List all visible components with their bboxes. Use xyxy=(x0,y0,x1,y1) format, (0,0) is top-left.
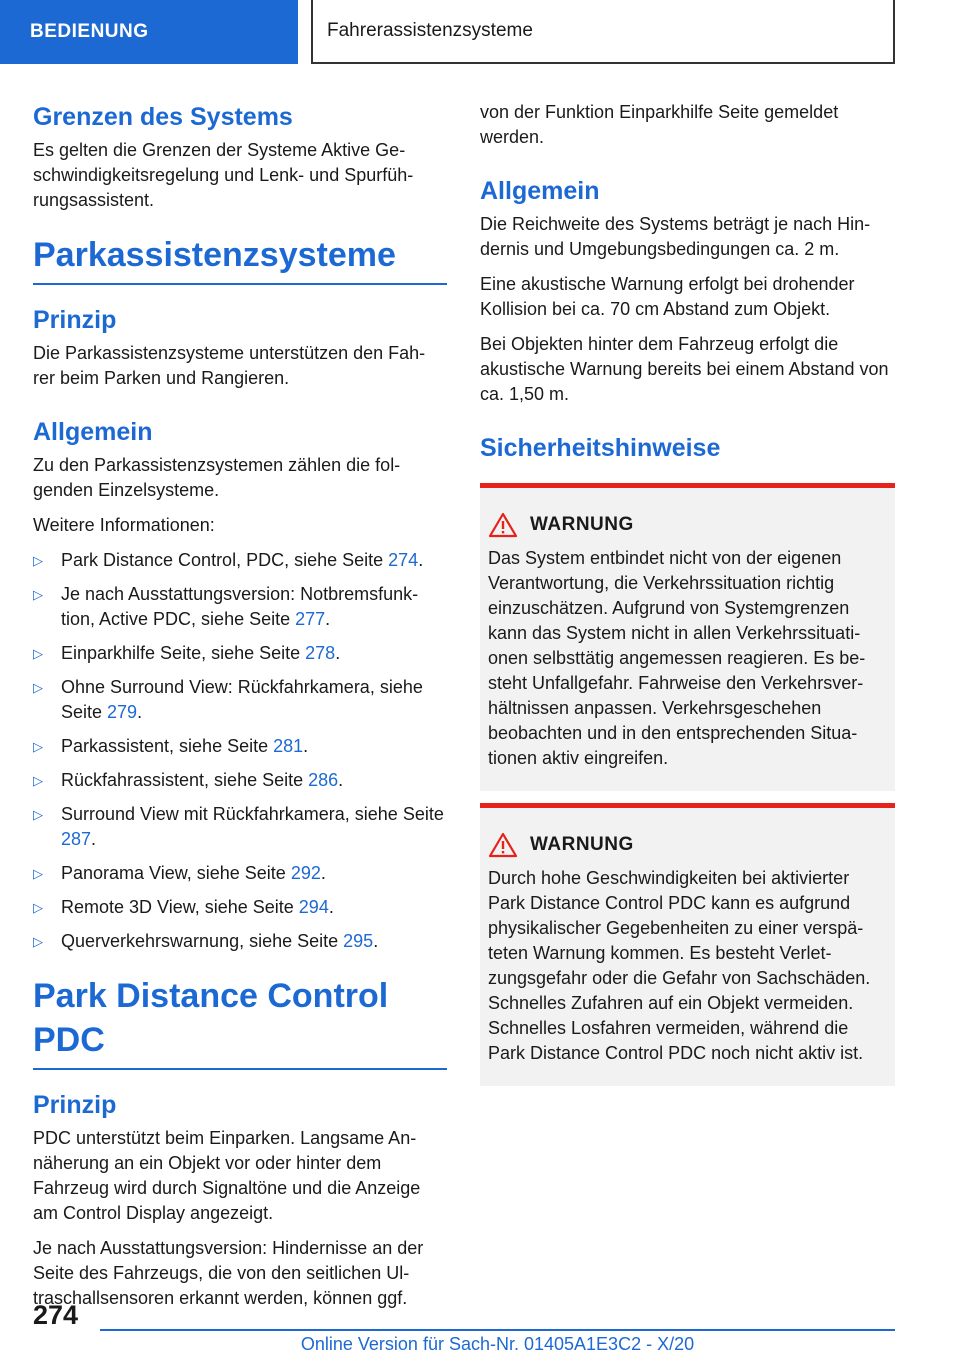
prinzip-heading: Prinzip xyxy=(33,306,117,334)
sicherheitshinweise-heading: Sicherheitshinweise xyxy=(480,434,721,462)
akustische-warnung-text: Eine akustische Warnung erfolgt bei drohender Kollision bei ca. 70 cm Abstand zum Objekt. xyxy=(480,274,855,319)
pdc-prinzip-heading: Prinzip xyxy=(33,1091,117,1119)
header-section-label: BEDIENUNG xyxy=(30,21,149,42)
triangle-bullet-icon: ▷ xyxy=(33,773,43,788)
info-list xyxy=(33,548,447,954)
triangle-bullet-icon: ▷ xyxy=(33,934,43,949)
list-item: ▷ Park Distance Control, PDC, siehe Seite 274. xyxy=(33,548,447,573)
list-item: ▷ Remote 3D View, siehe Seite 294. xyxy=(33,895,447,920)
right-column xyxy=(480,100,895,1098)
weitere-info-label: Weitere Informationen: xyxy=(33,515,215,535)
page-link[interactable]: 295 xyxy=(343,931,374,951)
pdc-prinzip-text-2: Je nach Ausstattungsversion: Hindernisse an der Seite des Fahrzeugs, die von den seitlichen Ul-traschallsensoren erkannt werden, können ggf. xyxy=(33,1238,424,1308)
objekte-hinten-text: Bei Objekten hinter dem Fahrzeug erfolgt die akustische Warnung bereits bei einem Abstand von ca. 1,50 m. xyxy=(480,334,889,404)
warning-text: Das System entbindet nicht von der eigenen Verantwortung, die Verkehrssituation richtig einzuschätzen. Aufgrund von Systemgrenzen kann das System nicht in allen Verkehrssituati-onen selbsttätig angemessen reagieren. Es be-steht Unfallgefahr. Fahrweise den Verkehrsver-hältnissen anpassen. Verkehrsgeschehen beobachten und in den entsprechenden Situa-tionen aktiv eingreifen. xyxy=(488,548,866,768)
warning-box xyxy=(480,803,895,1086)
parkassistenz-heading: Parkassistenzsysteme xyxy=(33,233,447,285)
allgemein-text: Zu den Parkassistenzsystemen zählen die fol-genden Einzelsysteme. xyxy=(33,455,401,500)
page-number: 274 xyxy=(33,1300,79,1330)
pdc-prinzip-text-1: PDC unterstützt beim Einparken. Langsame An-näherung an ein Objekt vor oder hinter dem Fahrzeug wird durch Signaltöne und die Anzeige am Control Display angezeigt. xyxy=(33,1128,421,1223)
pdc-heading: Park Distance Control PDC xyxy=(33,974,447,1070)
triangle-bullet-icon: ▷ xyxy=(33,587,43,602)
page-link[interactable]: 294 xyxy=(298,897,329,917)
header-section-tab xyxy=(0,0,298,64)
grenzen-heading: Grenzen des Systems xyxy=(33,103,293,131)
triangle-bullet-icon: ▷ xyxy=(33,553,43,568)
allgemein-heading: Allgemein xyxy=(480,177,600,205)
warning-text: Durch hohe Geschwindigkeiten bei aktivierter Park Distance Control PDC kann es aufgrund physikalischer Gegebenheiten zu einer verspä-teten Warnung kommen. Es besteht Verlet-zungsgefahr oder die Gefahr von Sachschäden. Schnelles Zufahren auf ein Objekt vermeiden. Schnelles Losfahren vermeiden, während die Park Distance Control PDC noch nicht aktiv ist. xyxy=(488,868,871,1063)
list-item: ▷ Querverkehrswarnung, siehe Seite 295. xyxy=(33,929,447,954)
warning-title: WARNUNG xyxy=(530,834,634,855)
list-item: ▷ Surround View mit Rückfahrkamera, siehe Seite 287. xyxy=(33,804,444,849)
grenzen-text: Es gelten die Grenzen der Systeme Aktive Ge-schwindigkeitsregelung und Lenk- und Spurfüh-rungsassistent. xyxy=(33,140,414,210)
warning-box xyxy=(480,483,895,791)
list-item: ▷ Je nach Ausstattungsversion: Notbremsfunk-tion, Active PDC, siehe Seite 277. xyxy=(33,584,419,629)
allgemein-heading: Allgemein xyxy=(33,418,153,446)
triangle-bullet-icon: ▷ xyxy=(33,900,43,915)
page-link[interactable]: 292 xyxy=(290,863,321,883)
list-item: ▷ Ohne Surround View: Rückfahrkamera, siehe Seite 279. xyxy=(33,677,423,722)
list-item: ▷ Panorama View, siehe Seite 292. xyxy=(33,861,447,886)
page-link[interactable]: 286 xyxy=(308,770,339,790)
header-chapter-label: Fahrerassistenzsysteme xyxy=(327,20,533,41)
page-link[interactable]: 279 xyxy=(107,702,138,722)
footer-divider xyxy=(100,1329,895,1331)
list-item: ▷ Parkassistent, siehe Seite 281. xyxy=(33,734,447,759)
warning-title: WARNUNG xyxy=(530,514,634,535)
page-link[interactable]: 287 xyxy=(61,829,92,849)
continuation-text: von der Funktion Einparkhilfe Seite gemeldet werden. xyxy=(480,102,839,147)
list-item: ▷ Rückfahrassistent, siehe Seite 286. xyxy=(33,768,447,793)
page-link[interactable]: 278 xyxy=(305,643,336,663)
triangle-bullet-icon: ▷ xyxy=(33,646,43,661)
list-item: ▷ Einparkhilfe Seite, siehe Seite 278. xyxy=(33,641,447,666)
warning-triangle-icon xyxy=(488,512,518,538)
prinzip-text: Die Parkassistenzsysteme unterstützen den Fah-rer beim Parken und Rangieren. xyxy=(33,343,426,388)
left-column xyxy=(33,100,447,1321)
reichweite-text: Die Reichweite des Systems beträgt je nach Hin-dernis und Umgebungsbedingungen ca. 2 m. xyxy=(480,214,871,259)
page-link[interactable]: 277 xyxy=(295,609,326,629)
page-link[interactable]: 281 xyxy=(273,736,304,756)
page-link[interactable]: 274 xyxy=(388,550,419,570)
triangle-bullet-icon: ▷ xyxy=(33,807,43,822)
triangle-bullet-icon: ▷ xyxy=(33,680,43,695)
triangle-bullet-icon: ▷ xyxy=(33,866,43,881)
triangle-bullet-icon: ▷ xyxy=(33,739,43,754)
footer-online-version: Online Version für Sach-Nr. 01405A1E3C2 - X/20 xyxy=(300,1334,695,1354)
warning-triangle-icon xyxy=(488,832,518,858)
header-chapter-box xyxy=(311,0,895,64)
